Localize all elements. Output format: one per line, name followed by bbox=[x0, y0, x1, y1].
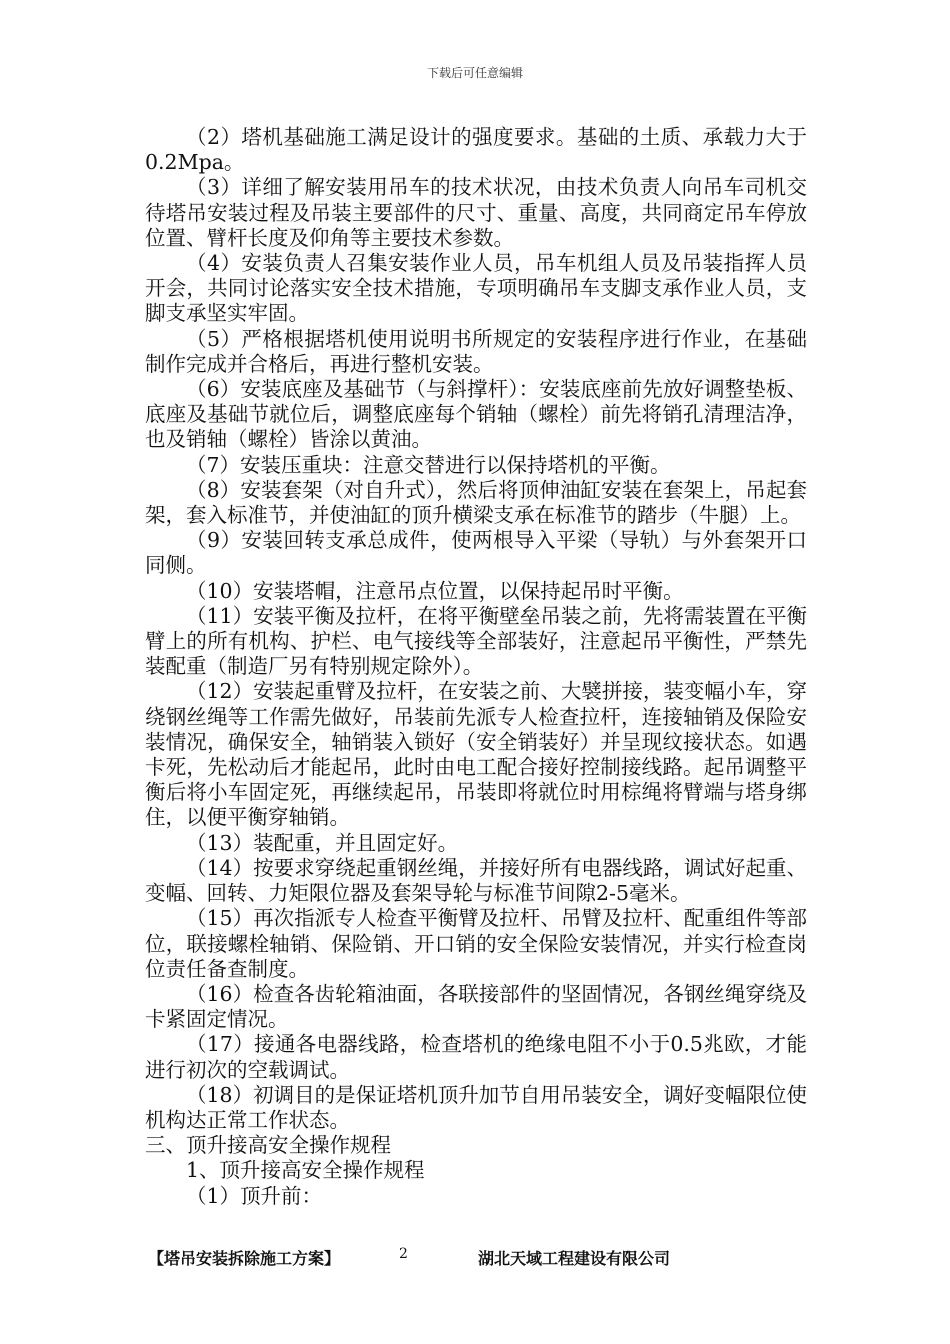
paragraph-3: （3）详细了解安装用吊车的技术状况，由技术负责人向吊车司机交待塔吊安装过程及吊装主要部件的尺寸、重量、高度，共同商定吊车停放位置、臂杆长度及仰角等主要技术参数。 bbox=[145, 175, 807, 250]
paragraph-2: （2）塔机基础施工满足设计的强度要求。基础的土质、承载力大于0.2Mpa。 bbox=[145, 125, 807, 175]
paragraph-10: （10）安装塔帽，注意吊点位置，以保持起吊时平衡。 bbox=[186, 578, 684, 603]
paragraph-9: （9）安装回转支承总成件，使两根导入平梁（导轨）与外套架开口同侧。 bbox=[145, 528, 807, 578]
paragraph-4: （4）安装负责人召集安装作业人员，吊车机组人员及吊装指挥人员开会，共同讨论落实安全技术措施，专项明确吊车支脚支承作业人员，支脚支承坚实牢固。 bbox=[145, 251, 807, 326]
paragraph-12: （12）安装起重臂及拉杆，在安装之前、大襞拼接，装变幅小车，穿绕钢丝绳等工作需先做好，吊装前先派专人检查拉杆，连接轴销及保险安装情况，确保安全，轴销装入锁好（安全销装好）并呈现纹接状态。如遇卡死，先松动后才能起吊，此时由电工配合接好控制接线路。起吊调整平衡后将小车固定死，再继续起吊，吊装即将就位时用棕绳将臂端与塔身绑住，以便平衡穿轴销。 bbox=[145, 679, 807, 830]
paragraph-17: （17）接通各电器线路，检查塔机的绝缘电阻不小于0.5兆欧，才能进行初次的空载调试。 bbox=[145, 1032, 807, 1082]
subitem: （1）顶升前： bbox=[186, 1183, 323, 1208]
footer-page-number: 2 bbox=[399, 1246, 408, 1262]
paragraph-6: （6）安装底座及基础节（与斜撑杆）：安装底座前先放好调整垫板、底座及基础节就位后，调整底座每个销轴（螺栓）前先将销孔清理洁净，也及销轴（螺栓）皆涂以黄油。 bbox=[145, 377, 807, 452]
paragraph-8: （8）安装套架（对自升式），然后将顶伸油缸安装在套架上，吊起套架，套入标准节，并使油缸的顶升横梁支承在标准节的踏步（牛腿）上。 bbox=[145, 477, 807, 528]
paragraph-18: （18）初调目的是保证塔机顶升加节自用吊装安全，调好变幅限位使机构达正常工作状态。 bbox=[145, 1082, 807, 1132]
subheading: 1、顶升接高安全操作规程 bbox=[186, 1158, 425, 1183]
footer-company: 湖北天域工程建设有限公司 bbox=[478, 1249, 671, 1268]
section-heading: 三、顶升接高安全操作规程 bbox=[145, 1133, 391, 1158]
document-body bbox=[145, 125, 807, 1209]
paragraph-15: （15）再次指派专人检查平衡臂及拉杆、吊臂及拉杆、配重组件等部位，联接螺栓轴销、保险销、开口销的安全保险安装情况，并实行检查岗位责任备查制度。 bbox=[145, 906, 807, 981]
paragraph-7: （7）安装压重块：注意交替进行以保持塔机的平衡。 bbox=[186, 452, 671, 477]
paragraph-11: （11）安装平衡及拉杆，在将平衡壁垒吊装之前，先将需装置在平衡臂上的所有机构、护栏、电气接线等全部装好，注意起吊平衡性，严禁先装配重（制造厂另有特别规定除外）。 bbox=[145, 603, 807, 679]
header-note: 下载后可任意编辑 bbox=[426, 66, 523, 80]
footer-document-title: 【塔吊安装拆除施工方案】 bbox=[148, 1249, 341, 1268]
paragraph-5: （5）严格根据塔机使用说明书所规定的安装程序进行作业，在基础制作完成并合格后，再进行整机安装。 bbox=[145, 326, 807, 376]
paragraph-16: （16）检查各齿轮箱油面，各联接部件的坚固情况，各钢丝绳穿绕及卡紧固定情况。 bbox=[145, 981, 807, 1032]
page-footer bbox=[0, 1246, 950, 1266]
paragraph-13: （13）装配重，并且固定好。 bbox=[186, 830, 459, 855]
paragraph-14: （14）按要求穿绕起重钢丝绳，并接好所有电器线路，调试好起重、变幅、回转、力矩限位器及套架导轮与标准节间隙2-5毫米。 bbox=[145, 855, 807, 906]
